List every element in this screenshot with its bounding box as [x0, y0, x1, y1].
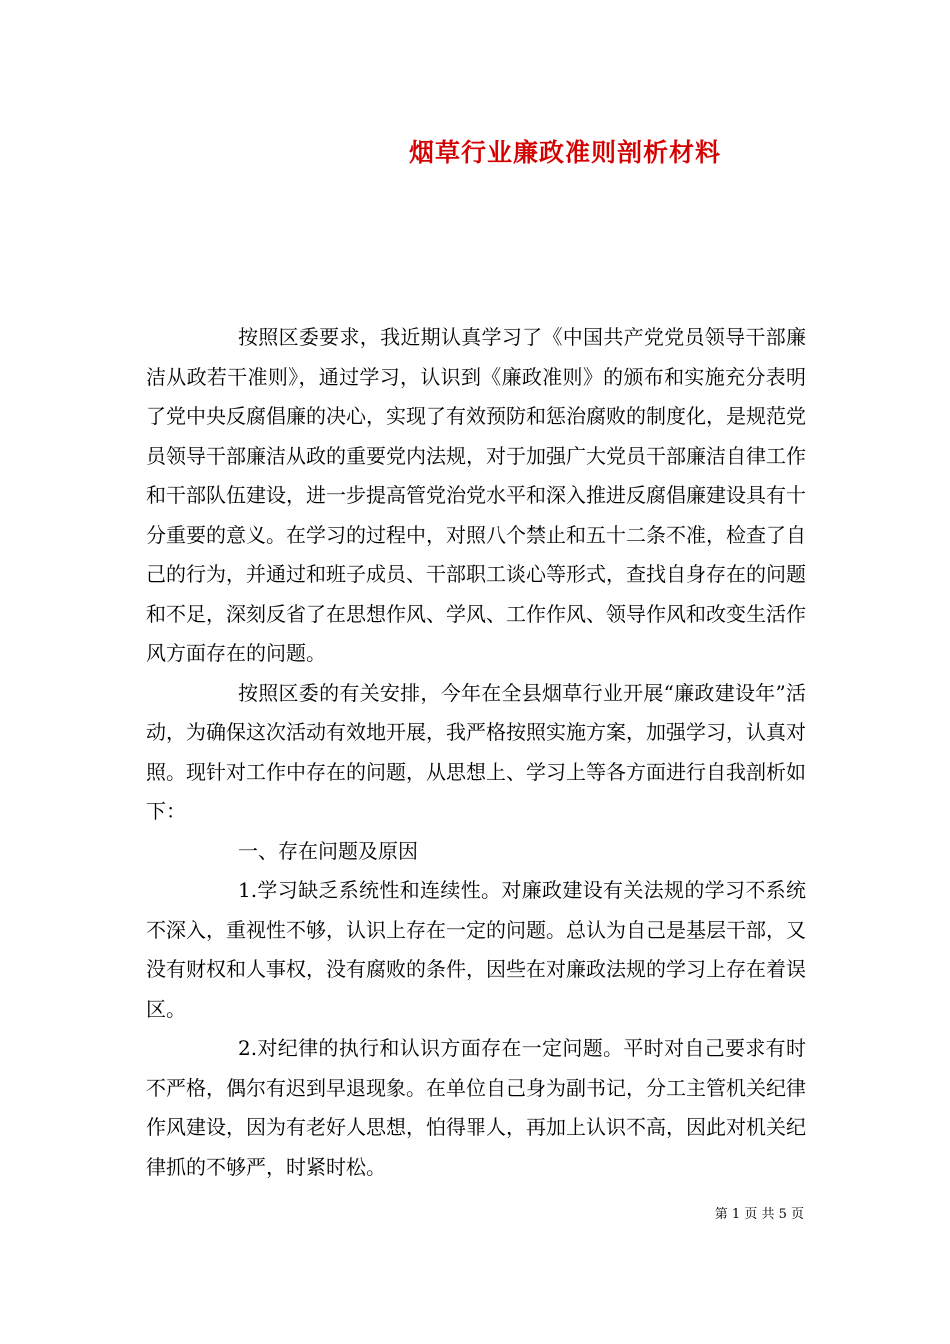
document-title-text: 烟草行业廉政准则剖析材料 — [408, 138, 721, 167]
document-title — [0, 133, 950, 169]
section-heading: 一、存在问题及原因 — [238, 838, 418, 863]
body-paragraph-4: 2.对纪律的执行和认识方面存在一定问题。平时对自己要求有时不严格，偶尔有迟到早退现象。在单位自己身为副书记，分工主管机关纪律作风建设，因为有老好人思想，怕得罪人，再加上认识不高，因此对机关纪律抓的不够严，时紧时松。 — [146, 1036, 806, 1179]
body-paragraph-3: 1.学习缺乏系统性和连续性。对廉政建设有关法规的学习不系统不深入，重视性不够，认识上存在一定的问题。总认为自己是基层干部，又没有财权和人事权，没有腐败的条件，因些在对廉政法规的学习上存在着误区。 — [146, 878, 806, 1021]
body-paragraph-1: 按照区委要求，我近期认真学习了《中国共产党党员领导干部廉洁从政若干准则》，通过学习，认识到《廉政准则》的颁布和实施充分表明了党中央反腐倡廉的决心，实现了有效预防和惩治腐败的制度化，是规范党员领导干部廉洁从政的重要党内法规，对于加强广大党员干部廉洁自律工作和干部队伍建设，进一步提高管党治党水平和深入推进反腐倡廉建设具有十分重要的意义。在学习的过程中，对照八个禁止和五十二条不准，检查了自己的行为，并通过和班子成员、干部职工谈心等形式，查找自身存在的问题和不足，深刻反省了在思想作风、学风、工作作风、领导作风和改变生活作风方面存在的问题。 — [146, 325, 806, 665]
document-body — [146, 318, 806, 1187]
page-number-footer: 第 1 页 共 5 页 — [714, 1207, 804, 1222]
body-paragraph-2: 按照区委的有关安排，今年在全县烟草行业开展“廉政建设年”活动，为确保这次活动有效地开展，我严格按照实施方案，加强学习，认真对照。现针对工作中存在的问题，从思想上、学习上等各方面进行自我剖析如下： — [146, 680, 806, 823]
